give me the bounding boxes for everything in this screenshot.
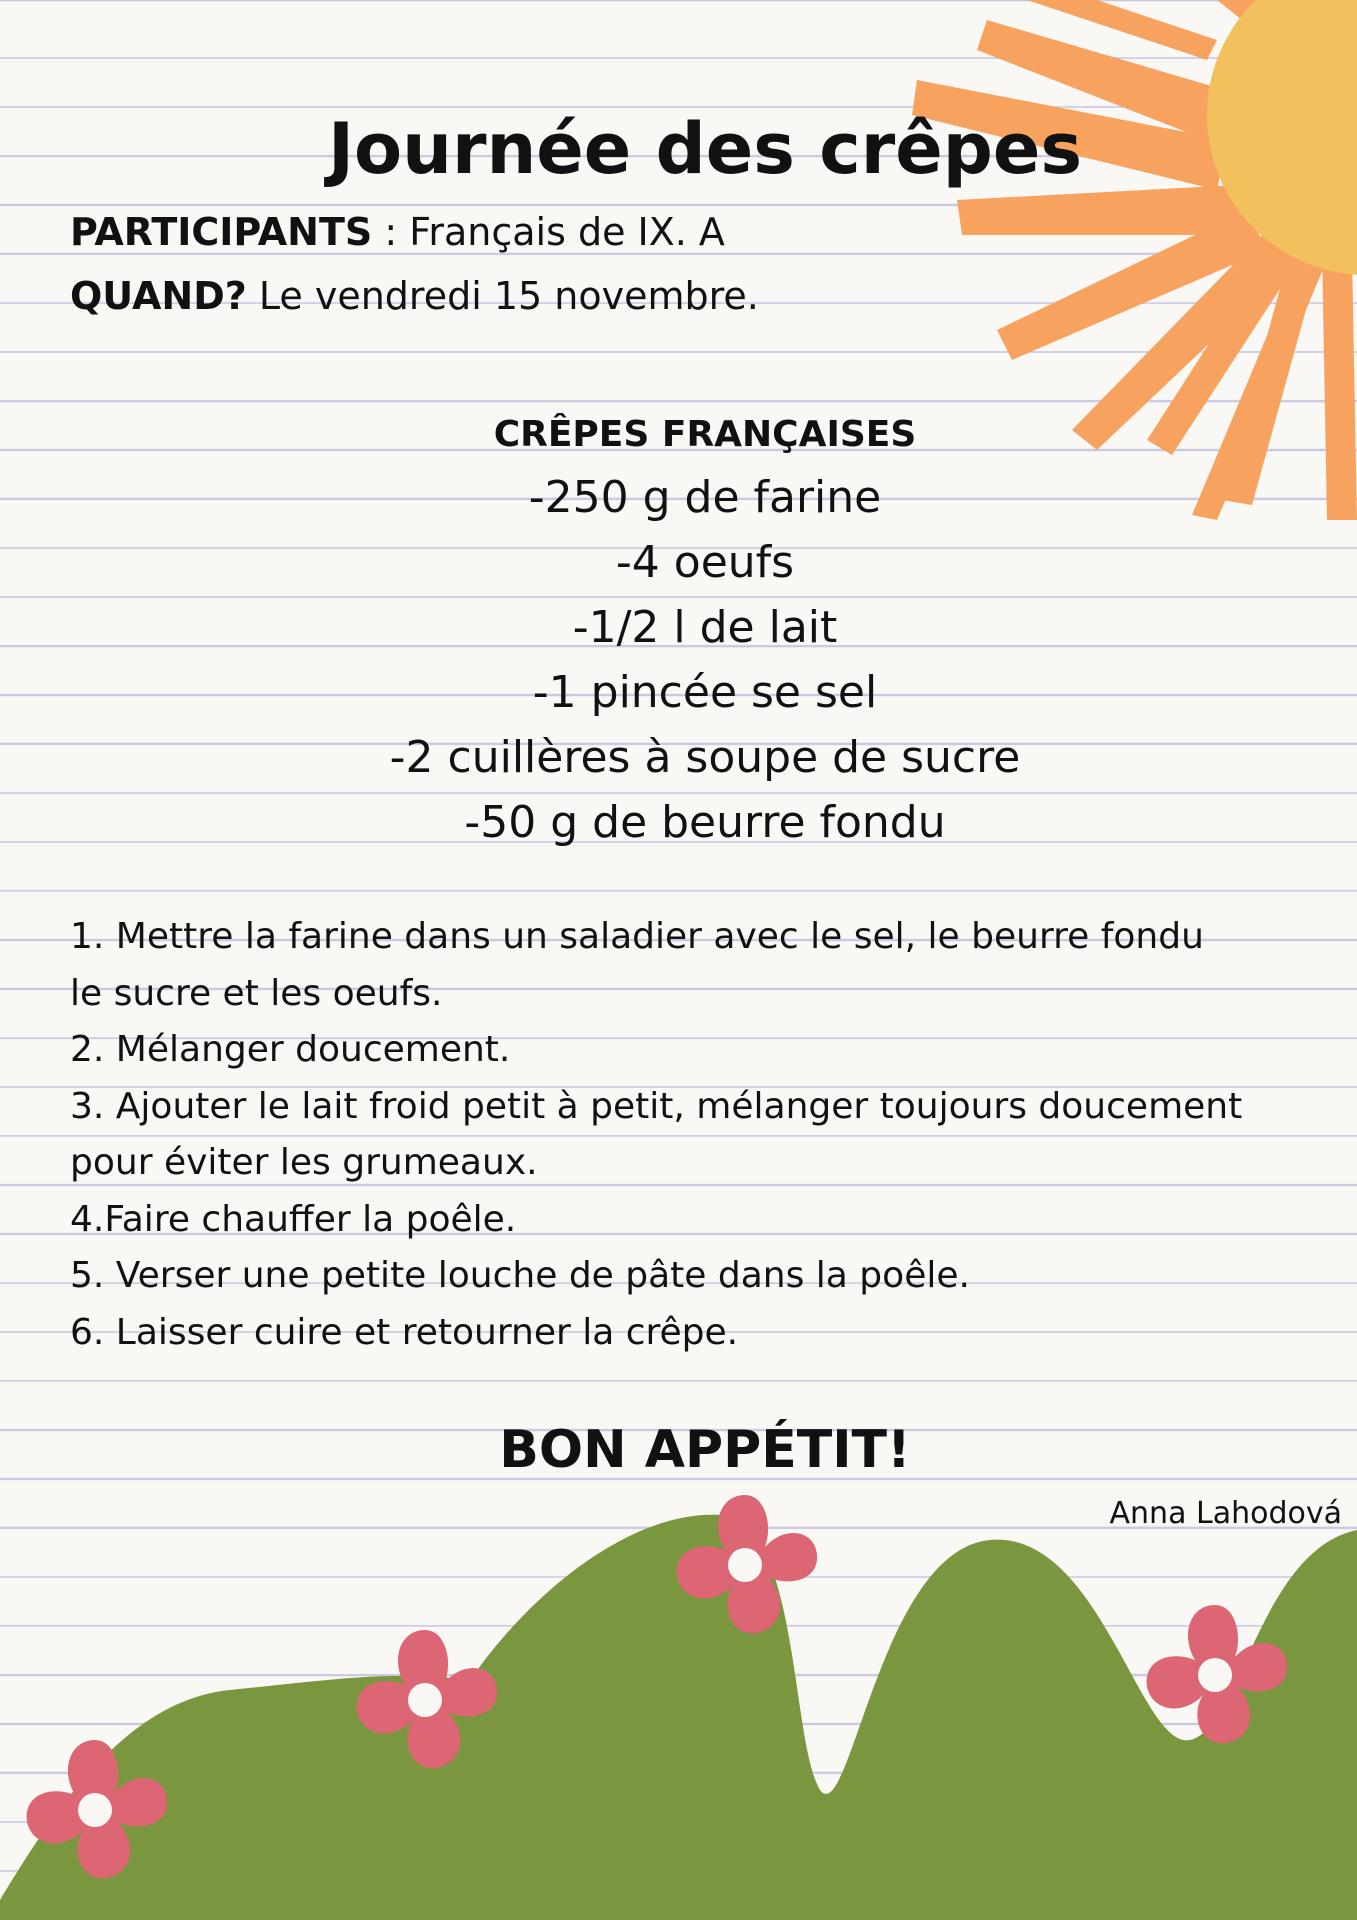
date-line	[70, 274, 759, 318]
step-item: 3. Ajouter le lait froid petit à petit, mélanger toujours doucement pour éviter les grumeaux.	[70, 1085, 1243, 1183]
page-title: Journée des crêpes	[327, 108, 1082, 190]
participants-value: : Français de IX. A	[372, 210, 725, 254]
ingredient-item: -250 g de farine	[528, 472, 882, 523]
ingredient-item: -1 pincée se sel	[532, 667, 878, 718]
participants-line	[70, 210, 725, 254]
recipe-heading: CRÊPES FRANÇAISES	[493, 414, 917, 455]
step-item: 4.Faire chauffer la poêle.	[70, 1198, 517, 1240]
ingredient-item: -50 g de beurre fondu	[464, 797, 946, 848]
ingredient-item: -4 oeufs	[615, 537, 795, 588]
step-item: 2. Mélanger doucement.	[70, 1029, 511, 1070]
author-name: Anna Lahodová	[1109, 1496, 1342, 1531]
ingredient-item: -2 cuillères à soupe de sucre	[389, 732, 1021, 783]
closing-text: BON APPÉTIT!	[499, 1420, 911, 1480]
participants-label: PARTICIPANTS	[70, 210, 373, 254]
hills-illustration	[0, 1490, 1357, 1920]
step-item: 1. Mettre la farine dans un saladier avec le sel, le beurre fondu le sucre et les oeufs.	[70, 916, 1204, 1014]
ingredient-list	[0, 465, 1357, 855]
date-label: QUAND?	[70, 274, 247, 318]
date-value: Le vendredi 15 novembre.	[246, 274, 759, 318]
ingredient-item: -1/2 l de lait	[572, 602, 838, 653]
step-item: 5. Verser une petite louche de pâte dans la poêle.	[70, 1255, 970, 1296]
ingredients-section	[0, 405, 1357, 855]
step-item: 6. Laisser cuire et retourner la crêpe.	[70, 1311, 739, 1353]
instruction-steps	[70, 909, 1310, 1361]
